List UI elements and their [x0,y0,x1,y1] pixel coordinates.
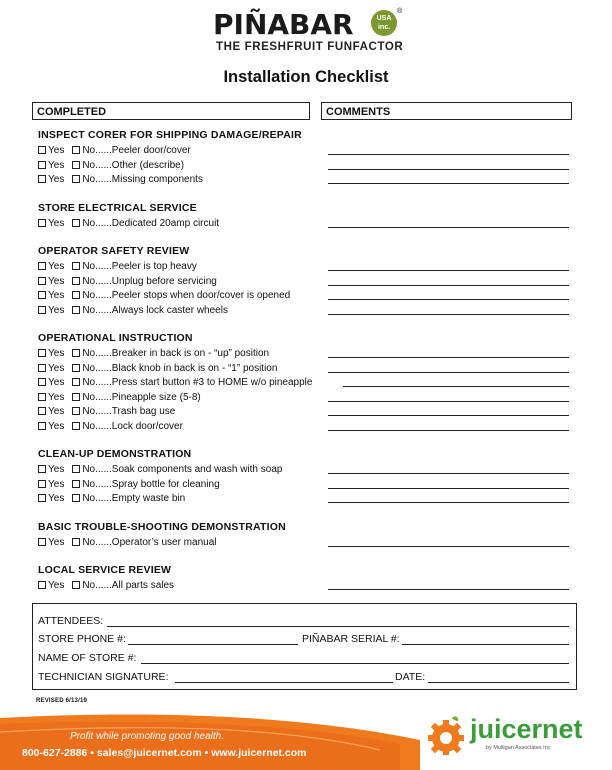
yes-label: Yes [48,290,65,301]
yes-checkbox[interactable] [38,161,46,169]
yes-checkbox[interactable] [38,581,46,589]
leader-dots: ...... [95,218,112,229]
no-label: No [82,218,96,229]
no-checkbox[interactable] [72,465,80,473]
comment-line[interactable] [328,285,569,286]
yes-checkbox[interactable] [38,422,46,430]
section-heading: OPERATIONAL INSTRUCTION [38,332,193,344]
attendees-field[interactable] [107,626,569,627]
no-checkbox[interactable] [72,480,80,488]
yes-label: Yes [48,464,65,475]
no-label: No [82,537,96,548]
item-text: Missing components [111,174,203,185]
store-phone-field[interactable] [128,644,298,645]
yes-checkbox[interactable] [38,306,46,314]
checklist-item [38,260,197,273]
section-heading: BASIC TROUBLE-SHOOTING DEMONSTRATION [38,521,286,533]
leader-dots: ...... [95,290,112,301]
store-phone-label: STORE PHONE #: [38,633,126,645]
yes-label: Yes [48,391,65,403]
no-checkbox[interactable] [72,146,80,154]
item-text: Pineapple size (5-8) [111,391,201,403]
checklist-item [38,304,228,317]
comment-line[interactable] [328,154,569,155]
no-checkbox[interactable] [72,538,80,546]
yes-checkbox[interactable] [38,262,46,270]
yes-label: Yes [48,377,65,388]
yes-label: Yes [48,478,65,490]
logo-wordmark: PIÑABAR [213,8,354,41]
comment-line[interactable] [328,227,569,228]
checklist-item [38,159,184,172]
serial-field[interactable] [402,644,569,645]
no-checkbox[interactable] [72,291,80,299]
checklist-item [38,536,216,549]
checklist-item [38,347,269,360]
attendees-label: ATTENDEES: [38,615,104,627]
no-label: No [82,493,96,504]
completed-column-header: COMPLETED [32,102,310,120]
item-text: Breaker in back is on - “up” position [111,348,270,359]
checklist-item [38,463,282,476]
signature-field[interactable] [175,682,393,683]
leader-dots: ...... [95,420,112,432]
no-checkbox[interactable] [72,349,80,357]
no-checkbox[interactable] [72,581,80,589]
comment-line[interactable] [328,488,569,489]
leader-dots: ...... [95,304,112,316]
leader-dots: ...... [95,174,112,185]
no-checkbox[interactable] [72,277,80,285]
yes-checkbox[interactable] [38,219,46,227]
comment-line[interactable] [328,589,569,590]
no-label: No [82,261,96,272]
checklist-item [38,173,203,186]
yes-label: Yes [48,159,65,171]
leader-dots: ...... [95,377,112,388]
item-text: Lock door/cover [111,420,183,432]
yes-checkbox[interactable] [38,407,46,415]
yes-label: Yes [48,218,65,229]
yes-checkbox[interactable] [38,364,46,372]
item-text: Operator’s user manual [111,537,217,548]
registered-mark: ® [397,8,403,15]
footer-slogan: Profit while promoting good health. [70,731,224,742]
no-label: No [82,406,96,417]
comment-line[interactable] [328,314,569,315]
comment-line[interactable] [328,372,569,373]
date-label: DATE: [395,671,426,683]
checklist-item [38,391,201,404]
yes-label: Yes [48,580,65,591]
comment-line[interactable] [328,430,569,431]
no-label: No [82,362,96,374]
item-text: Peeler door/cover [111,145,191,156]
leader-dots: ...... [95,580,112,591]
checklist-item [38,275,217,288]
no-checkbox[interactable] [72,378,80,386]
yes-checkbox[interactable] [38,175,46,183]
item-text: All parts sales [111,580,175,591]
comment-line[interactable] [328,357,569,358]
leader-dots: ...... [95,261,112,272]
no-label: No [82,174,96,185]
yes-checkbox[interactable] [38,465,46,473]
comment-line[interactable] [328,270,569,271]
section-heading: STORE ELECTRICAL SERVICE [38,202,197,214]
checklist-item [38,376,312,389]
item-text: Dedicated 20amp circuit [111,218,220,229]
no-checkbox[interactable] [72,393,80,401]
yes-label: Yes [48,304,65,316]
no-checkbox[interactable] [72,161,80,169]
comment-line[interactable] [328,299,569,300]
juicernet-wordmark: juicernet [470,714,583,744]
item-text: Trash bag use [111,406,176,417]
no-checkbox[interactable] [72,422,80,430]
yes-label: Yes [48,348,65,359]
yes-label: Yes [48,493,65,504]
usa-badge: USA inc. [371,10,397,36]
yes-label: Yes [48,174,65,185]
juicernet-subtitle: by Mulligan Associates Inc [486,745,551,751]
yes-label: Yes [48,420,65,432]
serial-label: PIÑABAR SERIAL #: [302,633,400,645]
no-label: No [82,304,96,316]
no-label: No [82,275,96,287]
no-checkbox[interactable] [72,306,80,314]
no-label: No [82,391,96,403]
no-checkbox[interactable] [72,219,80,227]
store-name-label: NAME OF STORE #: [38,652,137,664]
leader-dots: ...... [95,159,112,171]
comment-line[interactable] [343,386,569,387]
checklist-item [38,144,191,157]
no-label: No [82,377,96,388]
section-heading: OPERATOR SAFETY REVIEW [38,245,190,257]
yes-checkbox[interactable] [38,378,46,386]
item-text: Soak components and wash with soap [111,464,283,475]
no-checkbox[interactable] [72,262,80,270]
yes-checkbox[interactable] [38,480,46,488]
yes-label: Yes [48,145,65,156]
checklist-item [38,492,185,505]
item-text: Always lock caster wheels [111,304,228,316]
comments-column-header: COMMENTS [321,102,572,120]
no-label: No [82,420,96,432]
revised-note: REVISED 6/13/19 [36,698,88,704]
yes-checkbox[interactable] [38,393,46,401]
yes-checkbox[interactable] [38,494,46,502]
orange-gear-icon [426,716,466,756]
leader-dots: ...... [95,145,112,156]
leader-dots: ...... [95,493,112,504]
no-checkbox[interactable] [72,175,80,183]
leader-dots: ...... [95,275,112,287]
yes-label: Yes [48,406,65,417]
comment-line[interactable] [328,401,569,402]
item-text: Press start button #3 to HOME w/o pineapple [111,377,313,388]
no-label: No [82,159,96,171]
comment-line[interactable] [328,169,569,170]
item-text: Peeler stops when door/cover is opened [111,290,291,301]
logo-tagline: THE FRESHFRUIT FUNFACTOR [216,41,404,53]
signature-label: TECHNICIAN SIGNATURE: [38,671,169,683]
yes-checkbox[interactable] [38,277,46,285]
leader-dots: ...... [95,537,112,548]
leader-dots: ...... [95,478,112,490]
section-heading: CLEAN-UP DEMONSTRATION [38,448,192,460]
comment-line[interactable] [328,415,569,416]
comment-line[interactable] [328,473,569,474]
checklist-item [38,420,183,433]
yes-label: Yes [48,275,65,287]
comment-line[interactable] [328,183,569,184]
item-text: Peeler is top heavy [111,261,197,272]
checklist-item [38,362,277,375]
yes-label: Yes [48,537,65,548]
no-label: No [82,478,96,490]
checklist-item [38,217,219,230]
no-label: No [82,290,96,301]
pinabar-logo [213,6,403,56]
no-label: No [82,464,96,475]
leader-dots: ...... [95,391,112,403]
checklist-item [38,579,174,592]
section-heading: LOCAL SERVICE REVIEW [38,564,172,576]
no-label: No [82,348,96,359]
no-label: No [82,145,96,156]
yes-checkbox[interactable] [38,349,46,357]
leader-dots: ...... [95,362,112,374]
page-title: Installation Checklist [223,68,389,86]
item-text: Black knob in back is on - “1” position [111,362,278,374]
no-checkbox[interactable] [72,364,80,372]
section-heading: INSPECT CORER FOR SHIPPING DAMAGE/REPAIR [38,129,302,141]
item-text: Spray bottle for cleaning [111,478,220,490]
store-name-field[interactable] [141,663,569,664]
yes-checkbox[interactable] [38,146,46,154]
date-field[interactable] [428,682,569,683]
leader-dots: ...... [95,406,112,417]
leader-dots: ...... [95,348,112,359]
checklist-item [38,405,175,418]
comment-line[interactable] [328,546,569,547]
no-checkbox[interactable] [72,494,80,502]
item-text: Empty waste bin [111,493,186,504]
yes-label: Yes [48,261,65,272]
footer-contact: 800-627-2886 • sales@juicernet.com • www.juicernet.com [22,747,307,759]
no-checkbox[interactable] [72,407,80,415]
item-text: Other (describe) [111,159,185,171]
yes-label: Yes [48,362,65,374]
yes-checkbox[interactable] [38,538,46,546]
item-text: Unplug before servicing [111,275,217,287]
comment-line[interactable] [328,502,569,503]
checklist-item [38,289,290,302]
leader-dots: ...... [95,464,112,475]
checklist-item [38,478,220,491]
no-label: No [82,580,96,591]
yes-checkbox[interactable] [38,291,46,299]
